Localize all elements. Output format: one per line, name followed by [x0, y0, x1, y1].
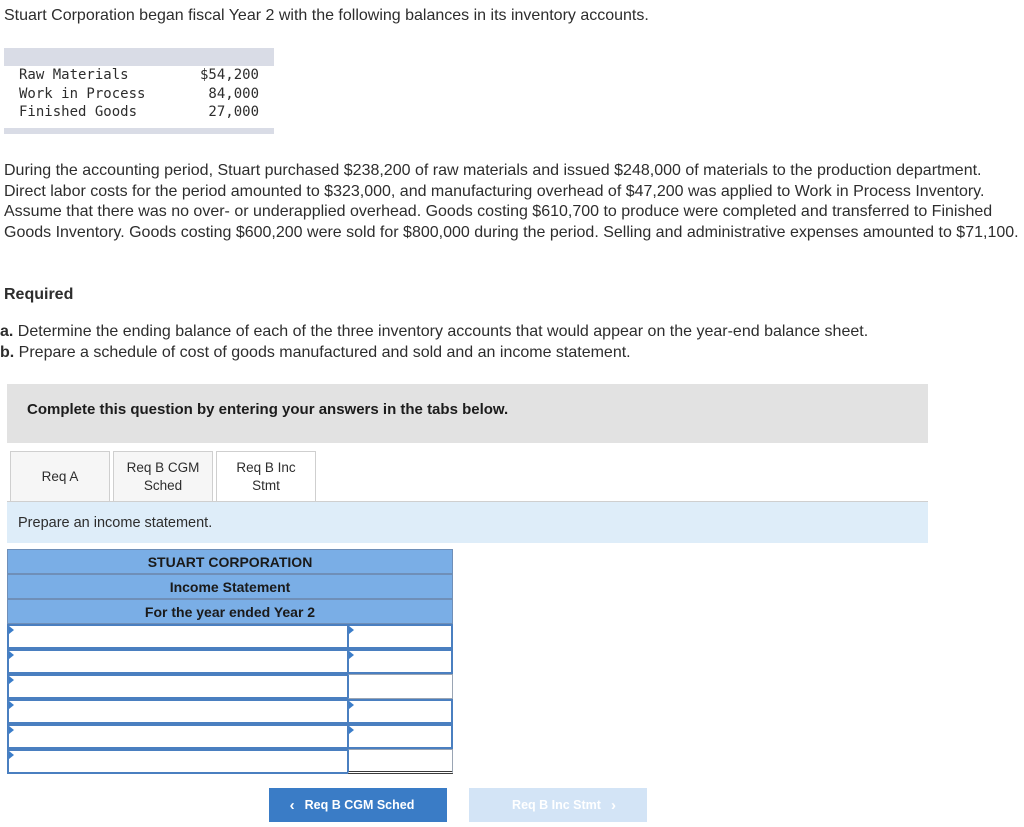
requirement-text: Determine the ending balance of each of the three inventory accounts that would appear on the year-end balance sheet.	[17, 323, 869, 340]
requirements-list	[0, 322, 868, 364]
required-heading: Required	[4, 286, 74, 303]
requirement-text: Prepare a schedule of cost of goods manufactured and sold and an income statement.	[18, 344, 631, 361]
tab-instruction: Prepare an income statement.	[7, 502, 928, 543]
statement-row	[7, 674, 453, 699]
tab-label: Req B CGM Sched	[126, 459, 200, 493]
balance-name: Raw Materials	[19, 67, 129, 83]
statement-row	[7, 699, 453, 724]
balance-value: 27,000	[208, 104, 259, 120]
instructions-banner: Complete this question by entering your answers in the tabs below.	[7, 384, 928, 443]
tab-req-a[interactable]	[10, 451, 110, 502]
requirement-item	[0, 343, 868, 364]
statement-title: Income Statement	[7, 574, 453, 599]
account-dropdown[interactable]	[7, 624, 348, 649]
intro-text: Stuart Corporation began fiscal Year 2 with the following balances in its inventory accounts.	[4, 7, 649, 24]
problem-paragraph: During the accounting period, Stuart purchased $238,200 of raw materials and issued $248,000 of materials to the production department. Direct labor costs for the period amounted to $323,000, and manufacturing overhead of $47,200 was applied to Work in Process Inventory. Assume that there was no over- or underapplied overhead. Goods costing $610,700 to produce were completed and transferred to Finished Goods Inventory. Goods costing $600,200 were sold for $800,000 during the period. Selling and administrative expenses amounted to $71,100.	[4, 162, 1019, 241]
input-marker-icon	[349, 726, 354, 734]
statement-row	[7, 749, 453, 774]
dropdown-marker-icon	[9, 676, 14, 684]
dropdown-marker-icon	[9, 751, 14, 759]
account-dropdown[interactable]	[7, 649, 348, 674]
dropdown-marker-icon	[9, 651, 14, 659]
tab-label: Req A	[41, 468, 79, 484]
amount-total	[348, 674, 453, 699]
balance-value: 84,000	[208, 85, 259, 102]
statement-row	[7, 624, 453, 649]
balance-name: Finished Goods	[19, 104, 138, 120]
amount-total	[348, 749, 453, 774]
input-marker-icon	[349, 701, 354, 709]
dropdown-marker-icon	[9, 701, 14, 709]
account-dropdown[interactable]	[7, 674, 348, 699]
balance-row	[4, 66, 274, 85]
requirement-letter: b.	[0, 344, 15, 361]
prev-tab-label: Req B CGM Sched	[304, 798, 415, 812]
account-dropdown[interactable]	[7, 699, 348, 724]
tab-bar	[10, 451, 319, 502]
account-dropdown[interactable]	[7, 749, 348, 774]
amount-input[interactable]	[348, 624, 453, 649]
amount-input[interactable]	[348, 699, 453, 724]
income-statement	[7, 549, 453, 774]
amount-input[interactable]	[348, 649, 453, 674]
balance-row	[4, 103, 274, 122]
balance-row	[4, 85, 274, 104]
tab-req-b-inc-stmt[interactable]	[216, 451, 316, 502]
statement-row	[7, 724, 453, 749]
statement-row	[7, 649, 453, 674]
beginning-balances-table	[4, 48, 274, 134]
dropdown-marker-icon	[9, 726, 14, 734]
prev-tab-button[interactable]	[269, 788, 447, 822]
requirement-letter: a.	[0, 323, 14, 340]
statement-period: For the year ended Year 2	[7, 599, 453, 624]
chevron-left-icon: ‹	[289, 796, 295, 814]
balance-name: Work in Process	[19, 85, 146, 102]
input-marker-icon	[349, 651, 354, 659]
next-tab-label: Req B Inc Stmt	[512, 798, 601, 812]
account-dropdown[interactable]	[7, 724, 348, 749]
chevron-right-icon: ›	[610, 796, 616, 814]
requirement-item	[0, 322, 868, 343]
balance-value: $54,200	[199, 67, 259, 83]
input-marker-icon	[349, 626, 354, 634]
tab-label: Req B Inc Stmt	[236, 459, 296, 493]
amount-input[interactable]	[348, 724, 453, 749]
next-tab-button[interactable]	[469, 788, 647, 822]
tab-req-b-cgm-sched[interactable]	[113, 451, 213, 502]
statement-company: STUART CORPORATION	[7, 549, 453, 574]
dropdown-marker-icon	[9, 626, 14, 634]
